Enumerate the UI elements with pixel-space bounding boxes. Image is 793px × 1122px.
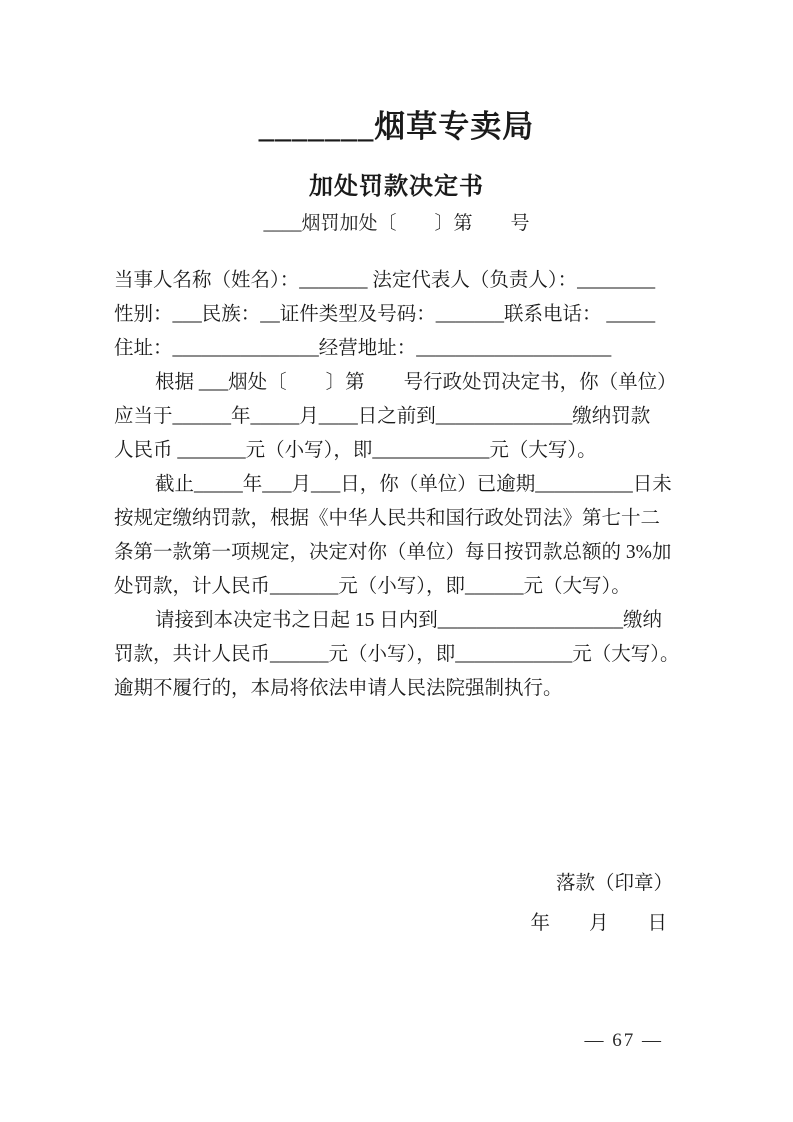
form-line-enforcement-notice: 逾期不履行的，本局将依法申请人民法院强制执行。: [114, 678, 563, 699]
form-line-party-address: 住址：_______________经营地址：____________________: [114, 338, 612, 359]
form-line-legal-basis: 按规定缴纳罚款，根据《中华人民共和国行政处罚法》第七十二: [114, 508, 661, 529]
document-body: [114, 264, 684, 706]
form-line-total-amount: 罚款，共计人民币______元（小写），即____________元（大写）。: [114, 644, 680, 665]
signature-seal-line: 落款（印章）: [555, 873, 673, 894]
form-line-fine-amount: 人民币 _______元（小写），即____________元（大写）。: [114, 440, 597, 461]
org-title: _______烟草专卖局: [258, 109, 535, 144]
page-number: — 67 —: [584, 1030, 663, 1051]
form-line-payment-instruction: 请接到本决定书之日起 15 日内到___________________缴纳: [154, 610, 662, 631]
form-line-additional-fine-amount: 处罚款，计人民币_______元（小写），即______元（大写）。: [114, 576, 631, 597]
form-line-payment-deadline: 应当于______年_____月____日之前到______________缴纳罚款: [114, 406, 651, 427]
form-line-party-name: 当事人名称（姓名）：_______ 法定代表人（负责人）：________: [114, 270, 656, 291]
form-line-daily-rate: 条第一款第一项规定，决定对你（单位）每日按罚款总额的 3%加: [114, 542, 672, 563]
form-line-overdue-date: 截止_____年___月___日，你（单位）已逾期__________日未: [154, 474, 672, 495]
doc-title: 加处罚款决定书: [309, 174, 484, 200]
doc-number: ____烟罚加处〔 〕第 号: [263, 213, 530, 234]
form-line-party-id: 性别：___民族：__证件类型及号码：_______联系电话： _____: [114, 304, 656, 325]
form-line-decision-ref: 根据 ___烟处〔 〕第 号行政处罚决定书，你（单位）: [154, 372, 677, 393]
signature-date-line: 年 月 日: [530, 913, 667, 934]
